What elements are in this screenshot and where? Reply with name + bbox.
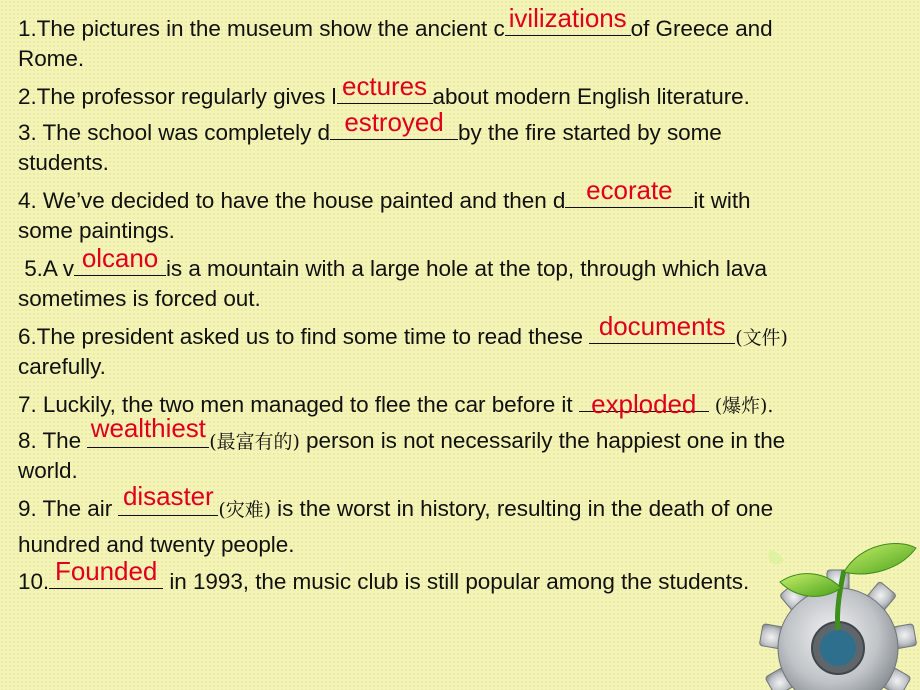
question-text: it with xyxy=(693,188,751,213)
answer-text: ivilizations xyxy=(508,3,627,33)
question-6-line xyxy=(18,311,788,353)
question-5-continuation: sometimes is forced out. xyxy=(18,286,261,311)
question-5-line xyxy=(18,243,768,284)
question-text: person is not necessarily the happiest one in the xyxy=(299,428,786,453)
answer-blank xyxy=(49,556,163,589)
answer-text: wealthiest xyxy=(90,413,206,443)
answer-text: estroyed xyxy=(344,107,444,137)
answer-text: exploded xyxy=(591,389,697,419)
answer-blank xyxy=(565,175,693,208)
answer-blank xyxy=(87,413,209,448)
question-8-continuation: world. xyxy=(18,458,78,483)
question-text: 6.The president asked us to find some time to read these xyxy=(18,324,590,349)
answer-blank xyxy=(505,3,631,36)
answer-text: olcano xyxy=(81,243,159,273)
question-text: is the worst in history, resulting in the death of one xyxy=(270,496,774,521)
question-text: 3. The school was completely d xyxy=(18,120,330,145)
question-text: 2.The professor regularly gives l xyxy=(18,84,337,109)
question-8-line xyxy=(18,413,786,457)
question-text: 7. Luckily, the two men managed to flee the car before it xyxy=(18,392,579,417)
answer-text: ectures xyxy=(342,71,427,101)
question-3-continuation: students. xyxy=(18,150,109,175)
question-text: by the fire started by some xyxy=(458,120,722,145)
question-3-line xyxy=(18,107,722,148)
question-text: about modern English literature. xyxy=(432,84,750,109)
question-1-continuation: Rome. xyxy=(18,46,85,71)
question-text: in 1993, the music club is still popular among the students. xyxy=(163,569,750,594)
question-text: 5.A v xyxy=(18,256,74,281)
chinese-hint: (文件) xyxy=(735,327,788,349)
answer-blank xyxy=(74,243,166,276)
answer-blank xyxy=(337,71,433,104)
question-10-line xyxy=(18,556,750,597)
question-6-continuation: carefully. xyxy=(18,354,106,379)
answer-blank xyxy=(330,107,458,140)
chinese-hint: (灾难) xyxy=(218,499,271,521)
answer-text: Founded xyxy=(54,556,158,586)
question-text: 4. We’ve decided to have the house painted and then d xyxy=(18,188,566,213)
answer-text: documents xyxy=(598,311,726,341)
question-text: is a mountain with a large hole at the top, through which lava xyxy=(165,256,768,281)
answer-blank xyxy=(589,311,735,344)
answer-blank xyxy=(579,389,709,419)
question-4-continuation: some paintings. xyxy=(18,218,175,243)
question-text: 10. xyxy=(18,569,50,594)
chinese-hint: (爆炸). xyxy=(708,395,774,417)
question-9-line xyxy=(18,481,774,525)
answer-text: ecorate xyxy=(586,175,673,205)
question-4-line xyxy=(18,175,751,216)
question-9-continuation: hundred and twenty people. xyxy=(18,532,295,557)
answer-blank xyxy=(118,481,218,516)
gear-with-sprout-icon xyxy=(740,530,920,690)
question-text: 9. The air xyxy=(18,496,119,521)
question-text: 1.The pictures in the museum show the ancient c xyxy=(18,16,505,41)
answer-text: disaster xyxy=(123,481,214,511)
question-1-line xyxy=(18,3,773,44)
chinese-hint: (最富有的) xyxy=(209,431,300,453)
question-text: 8. The xyxy=(18,428,88,453)
question-text: of Greece and xyxy=(630,16,773,41)
